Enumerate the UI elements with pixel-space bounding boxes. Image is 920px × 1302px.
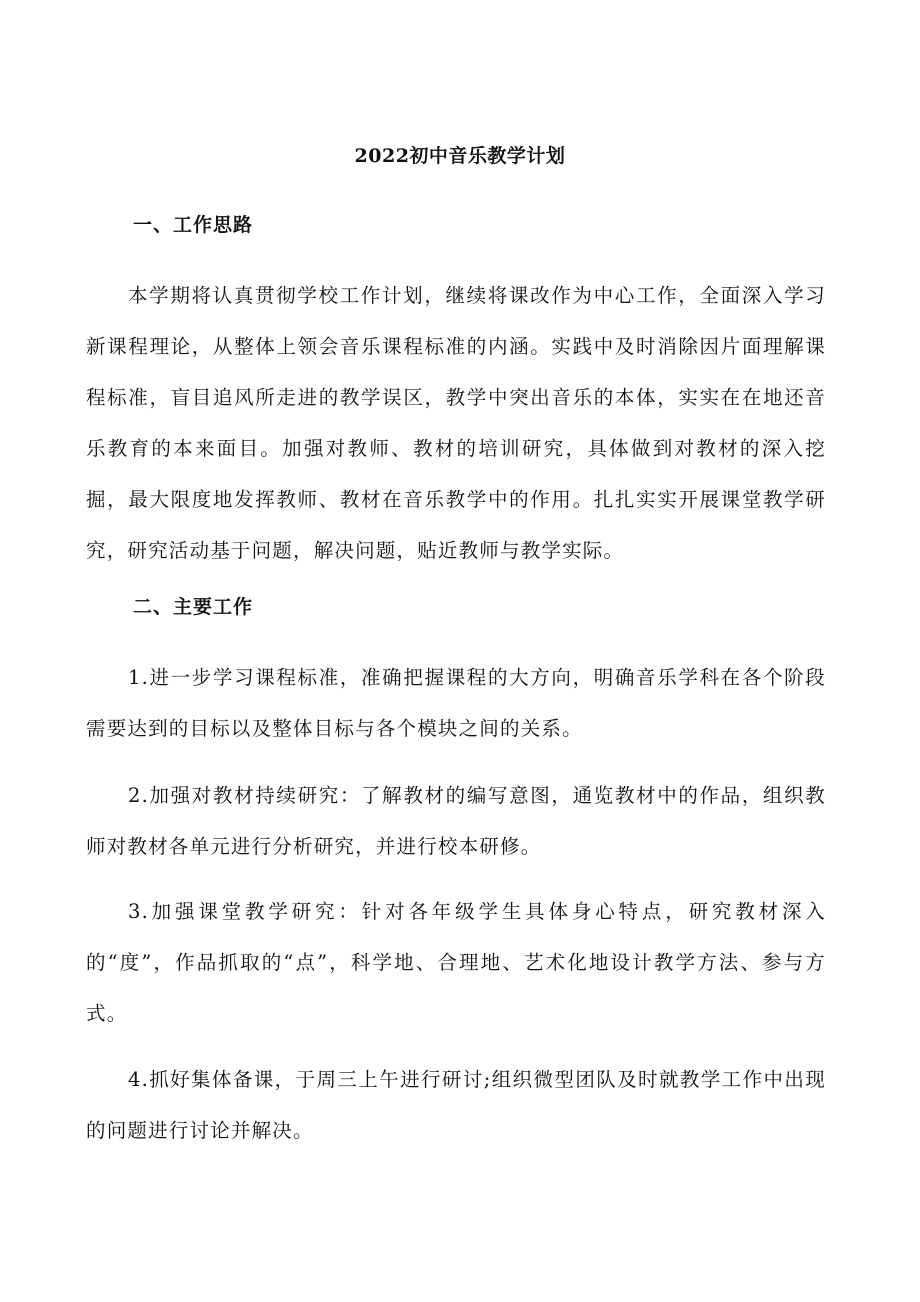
section-heading-work-ideas: 一、工作思路 [133,214,254,236]
paragraph-main-work-3: 3.加强课堂教学研究：针对各年级学生具体身心特点，研究教材深入的“度”，作品抓取的“点”，科学地、合理地、艺术化地设计教学方法、参与方式。 [86,900,826,1025]
paragraph-main-work-1: 1.进一步学习课程标准，准确把握课程的大方向，明确音乐学科在各个阶段需要达到的目标以及整体目标与各个模块之间的关系。 [86,666,826,740]
document-title: 2022初中音乐教学计划 [354,145,566,167]
paragraph-work-ideas: 本学期将认真贯彻学校工作计划，继续将课改作为中心工作，全面深入学习新课程理论，从整体上领会音乐课程标准的内涵。实践中及时消除因片面理解课程标准，盲目追风所走进的教学误区，教学中突出音乐的本体，实实在在地还音乐教育的本来面目。加强对教师、教材的培训研究，具体做到对教材的深入挖掘，最大限度地发挥教师、教材在音乐教学中的作用。扎扎实实开展课堂教学研究，研究活动基于问题，解决问题，贴近教师与教学实际。 [86,284,826,562]
paragraph-main-work-4: 4.抓好集体备课，于周三上午进行研讨;组织微型团队及时就教学工作中出现的问题进行讨论并解决。 [86,1068,826,1142]
section-heading-main-work: 二、主要工作 [133,596,254,618]
paragraph-main-work-2: 2.加强对教材持续研究：了解教材的编写意图，通览教材中的作品，组织教师对教材各单元进行分析研究，并进行校本研修。 [86,784,826,858]
